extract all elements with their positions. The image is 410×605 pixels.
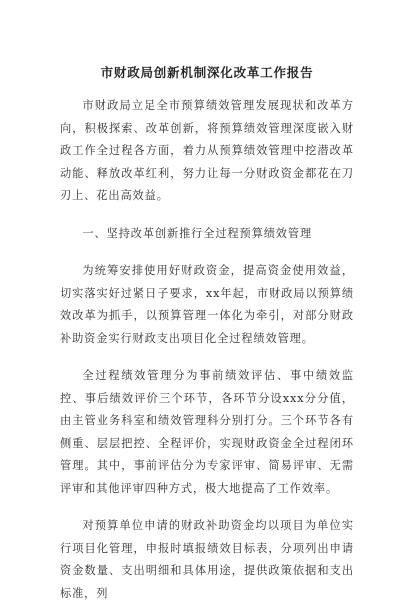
body-paragraph: 对预算单位申请的财政补助资金均以项目为单位实行项目化管理，申报时填报绩效目标表，分项列出申请资金数量、支出明细和具体用途，提供政策依据和支出标准，列 (60, 519, 354, 600)
intro-paragraph: 市财政局立足全市预算绩效管理发展现状和改革方向，积极探索、改革创新，将预算绩效管理深度嵌入财政工作全过程各方面，着力从预算绩效管理中挖潜改革动能、释放改革红利，努力让每一分财政资金都花在刀刃上、花出高效益。 (60, 99, 354, 202)
body-paragraph: 全过程绩效管理分为事前绩效评估、事中绩效监控、事后绩效评价三个环节，各环节分设xxx分分值，由主管业务科室和绩效管理科分别打分。三个环节各有侧重、层层把控、全程评价，实现财政资金全过程闭环管理。其中，事前评估分为专家评审、简易评审、无需评审和其他评审四种方式，极大地提高了工作效率。 (60, 369, 354, 495)
body-paragraph: 为统筹安排使用好财政资金，提高资金使用效益，切实落实好过紧日子要求，xx年起，市财政局以预算绩效改革为抓手，以预算管理一体化为牵引，对部分财政补助资金实行财政支出项目化全过程绩效管理。 (60, 264, 354, 345)
document-title: 市财政局创新机制深化改革工作报告 (100, 65, 314, 80)
section-heading: 一、坚持改革创新推行全过程预算绩效管理 (82, 226, 313, 240)
